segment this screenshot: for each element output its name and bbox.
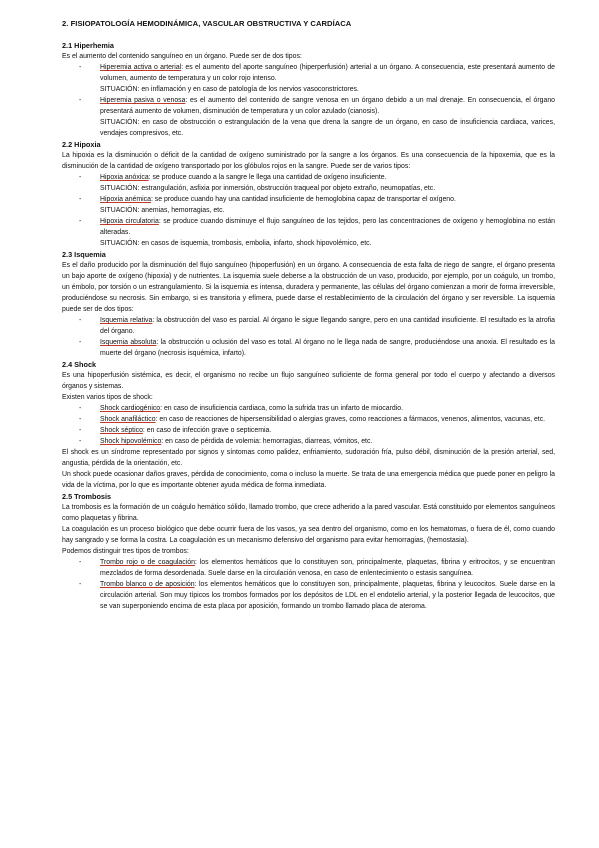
list-item: - Shock anafiláctico: en caso de reacciones de hipersensibilidad o alergias graves, como reacciones a fármacos, venenos, alimentos, vacunas, etc.: [79, 416, 546, 423]
list-item: - Hiperemia pasiva o venosa: es el aumento del contenido de sangre venosa en un órgano debido a un mal drenaje. En consecuencia, el órgano presentará aumento de volumen, disminución de temperatura y un color azulado (cianosis).: [79, 97, 555, 115]
definition: : los elementos hemáticos que lo constituyen son, principalmente, plaquetas, fibrina y eritrocitos, y se encuentran mezclados de forma desordenada. Suele darse en la circulación venosa, en caso de enlentecimiento o estasis sanguínea.: [100, 559, 555, 577]
list-item: - Isquemia relativa: la obstrucción del vaso es parcial. Al órgano le sigue llegando sangre, pero en una cantidad insuficiente. El resultado es la atrofia del órgano.: [79, 317, 556, 335]
term-trombo-rojo: Trombo rojo o de coagulación: [100, 559, 195, 566]
term-shock-anafilactico: Shock anafiláctico: [100, 416, 156, 423]
shock-paragraph-1: El shock es un síndrome representado por signos y síntomas como palidez, enfriamiento, sudoración fría, pulso débil, disminución de la presión arterial, sed, angustia, pérdida de la orientación, etc.: [62, 449, 555, 467]
list-item: - Hiperemia activa o arterial: es el aumento del aporte sanguíneo (hiperperfusión) arterial a un órgano. A consecuencia, este presentará aumento de volumen, aumento de temperatura y un color rojo intenso.: [79, 64, 555, 82]
term-shock-septico: Shock séptico: [100, 427, 143, 434]
definition: : se produce cuando disminuye el flujo sanguíneo de los tejidos, pero las concentraciones de oxígeno y hemoglobina no están alteradas.: [100, 218, 556, 236]
section-heading-trombosis: 2.5 Trombosis: [62, 492, 112, 501]
term-hiperemia-pasiva: Hiperemia pasiva o venosa: [100, 97, 186, 104]
section-heading-hipoxia: 2.2 Hipoxia: [62, 140, 101, 149]
term-trombo-blanco: Trombo blanco o de aposición: [100, 581, 195, 588]
definition: : la obstrucción u oclusión del vaso es total. Al órgano no le llega nada de sangre, produciéndose una anoxia. El resultado es la muerte del órgano (necrosis isquémica, infarto).: [100, 339, 555, 357]
situacion-text: SITUACIÓN: en caso de obstrucción o estrangulación de la vena que drena la sangre de un órgano, en caso de insuficiencia cardiaca, varices, vendajes compresivos, etc.: [100, 119, 555, 137]
list-item: - Hipoxia anóxica: se produce cuando a la sangre le llega una cantidad de oxígeno insuficiente.: [79, 174, 387, 181]
shock-intro: Es una hipoperfusión sistémica, es decir, el organismo no recibe un flujo sanguíneo suficiente de forma general por todo el cuerpo y afectando a diversos órganos y sistemas.: [62, 372, 555, 390]
hiperemia-list: [62, 62, 555, 84]
definition: : es el aumento del aporte sanguíneo (hiperperfusión) arterial a un órgano. A consecuencia, este presentará aumento de volumen, aumento de temperatura y un color rojo intenso.: [100, 64, 555, 82]
term-hipoxia-anoxica: Hipoxia anóxica: [100, 174, 149, 181]
situacion-text: SITUACIÓN: en casos de isquemia, trombosis, embolia, infarto, shock hipovolémico, etc.: [100, 240, 372, 247]
list-item: - Trombo blanco o de aposición: los elementos hemáticos que lo constituyen son, principalmente, plaquetas, fibrina y leucocitos. Suele darse en la circulación arterial. Son muy típicos los trombos formados por los depósitos de LDL en el endotelio arterial, y la posterior llegada de leucocitos, que se van superponiendo encima de esta placa por aposición, formando un trombo llamado placa de ateroma.: [79, 581, 555, 610]
term-hipoxia-anemica: Hipoxia anémica: [100, 196, 151, 203]
list-item: - Hipoxia anémica: se produce cuando hay una cantidad insuficiente de hemoglobina capaz de transportar el oxígeno.: [79, 196, 456, 203]
definition: : en caso de infección grave o septicemia.: [142, 427, 272, 434]
definition: : es el aumento del contenido de sangre venosa en un órgano debido a un mal drenaje. En consecuencia, el órgano presentará aumento de volumen, disminución de temperatura y un color azulado (cianosis).: [100, 97, 555, 115]
list-item: - Hipoxia circulatoria: se produce cuando disminuye el flujo sanguíneo de los tejidos, pero las concentraciones de oxígeno y hemoglobina no están alteradas.: [79, 218, 556, 236]
definition: : los elementos hemáticos que lo constituyen son, principalmente, plaquetas, fibrina y leucocitos. Suele darse en la circulación arterial. Son muy típicos los trombos formados por los depósitos de LDL en el endotelio arterial, y la posterior llegada de leucocitos, que se van superponiendo encima de esta placa por aposición, formando un trombo llamado placa de ateroma.: [100, 581, 555, 610]
trombosis-paragraph-2: La coagulación es un proceso biológico que debe ocurrir fuera de los vasos, ya sea dentro del organismo, como en los hematomas, o fuera de él, como cuando hay sangrado y se forma la costra. La coagulación es un mecanismo defensivo del organismo para evitar hemorragias, (hemostasia).: [62, 526, 555, 544]
definition: : en caso de pérdida de volemia: hemorragias, diarreas, vómitos, etc.: [161, 438, 373, 445]
list-item: - Shock hipovolémico: en caso de pérdida de volemia: hemorragias, diarreas, vómitos, etc.: [79, 438, 373, 445]
situacion-text: SITUACIÓN: estrangulación, asfixia por inmersión, obstrucción traqueal por objeto extraño, neumopatías, etc.: [100, 185, 436, 192]
section-heading-shock: 2.4 Shock: [62, 360, 97, 369]
shock-types-intro: Existen varios tipos de shock:: [62, 394, 153, 401]
situacion-text: SITUACIÓN: anemias, hemorragias, etc.: [100, 207, 225, 214]
isquemia-intro: Es el daño producido por la disminución del flujo sanguíneo (hipoperfusión) en un órgano. A consecuencia de esta falta de riego de sangre, el órgano presenta un bajo aporte de oxígeno (hipoxia) y de nutrientes. La isquemia suele deberse a la obstrucción de un vaso, producido, por ejemplo, por un coágulo, un trombo, un émbolo, por torsión o un estrangulamiento. Si la isquemia es intensa, duradera y permanente, las células del órgano comienzan a morir de forma irreversible, produciéndose su necrosis. Sin embargo, si es transitoria y efímera, puede darse el restablecimiento de la circulación del órgano y ser reversible. La isquemia puede ser de dos tipos:: [62, 262, 555, 313]
list-item: - Shock cardiogénico: en caso de insuficiencia cardiaca, como la sufrida tras un infarto de miocardio.: [79, 405, 403, 412]
trombosis-types-intro: Podemos distinguir tres tipos de trombos:: [62, 548, 189, 555]
hipoxia-intro: La hipoxia es la disminución o déficit de la cantidad de oxígeno suministrado por la sangre a los órganos. Es una consecuencia de la hipoxemia, que es la disminución de la cantidad de oxígeno transportado por los glóbulos rojos en la sangre. Puede ser de varios tipos:: [62, 152, 555, 170]
hiperemia-intro: Es el aumento del contenido sanguíneo en un órgano. Puede ser de dos tipos:: [62, 53, 302, 60]
list-item: - Isquemia absoluta: la obstrucción u oclusión del vaso es total. Al órgano no le llega nada de sangre, produciéndose una anoxia. El resultado es la muerte del órgano (necrosis isquémica, infarto).: [79, 339, 555, 357]
section-heading-hiperemia: 2.1 Hiperhemia: [62, 41, 114, 50]
term-hiperemia-activa: Hiperemia activa o arterial: [100, 64, 182, 71]
term-isquemia-absoluta: Isquemia absoluta: [100, 339, 157, 346]
situacion-text: SITUACIÓN: en inflamación y en caso de patología de los nervios vasoconstrictores.: [100, 86, 359, 93]
trombosis-paragraph-1: La trombosis es la formación de un coágulo hemático sólido, llamado trombo, que crece adherido a la pared vascular. Está constituido por elementos sanguíneos como plaquetas y fibrina.: [62, 504, 555, 522]
section-heading-isquemia: 2.3 Isquemia: [62, 250, 106, 259]
definition: : se produce cuando a la sangre le llega una cantidad de oxígeno insuficiente.: [148, 174, 387, 181]
definition: : en caso de reacciones de hipersensibilidad o alergias graves, como reacciones a fármacos, venenos, alimentos, vacunas, etc.: [155, 416, 546, 423]
definition: : se produce cuando hay una cantidad insuficiente de hemoglobina capaz de transportar el oxígeno.: [150, 196, 456, 203]
shock-paragraph-2: Un shock puede ocasionar daños graves, pérdida de conocimiento, coma o incluso la muerte. Se trata de una emergencia médica que puede poner en peligro la vida de la víctima, por lo que es importante obtener ayuda médica de forma inmediata.: [62, 471, 555, 489]
term-shock-hipovolemico: Shock hipovolémico: [100, 438, 162, 445]
definition: : la obstrucción del vaso es parcial. Al órgano le sigue llegando sangre, pero en una cantidad insuficiente. El resultado es la atrofia del órgano.: [100, 317, 556, 335]
term-shock-cardiogenico: Shock cardiogénico: [100, 405, 161, 412]
term-hipoxia-circulatoria: Hipoxia circulatoria: [100, 218, 159, 225]
term-isquemia-relativa: Isquemia relativa: [100, 317, 153, 324]
definition: : en caso de insuficiencia cardiaca, como la sufrida tras un infarto de miocardio.: [160, 405, 403, 412]
document-title: 2. FISIOPATOLOGÍA HEMODINÁMICA, VASCULAR OBSTRUCTIVA Y CARDÍACA: [62, 19, 352, 28]
list-item: - Shock séptico: en caso de infección grave o septicemia.: [79, 427, 272, 434]
list-item: - Trombo rojo o de coagulación: los elementos hemáticos que lo constituyen son, principalmente, plaquetas, fibrina y eritrocitos, y se encuentran mezclados de forma desordenada. Suele darse en la circulación venosa, en caso de enlentecimiento o estasis sanguínea.: [79, 559, 555, 577]
